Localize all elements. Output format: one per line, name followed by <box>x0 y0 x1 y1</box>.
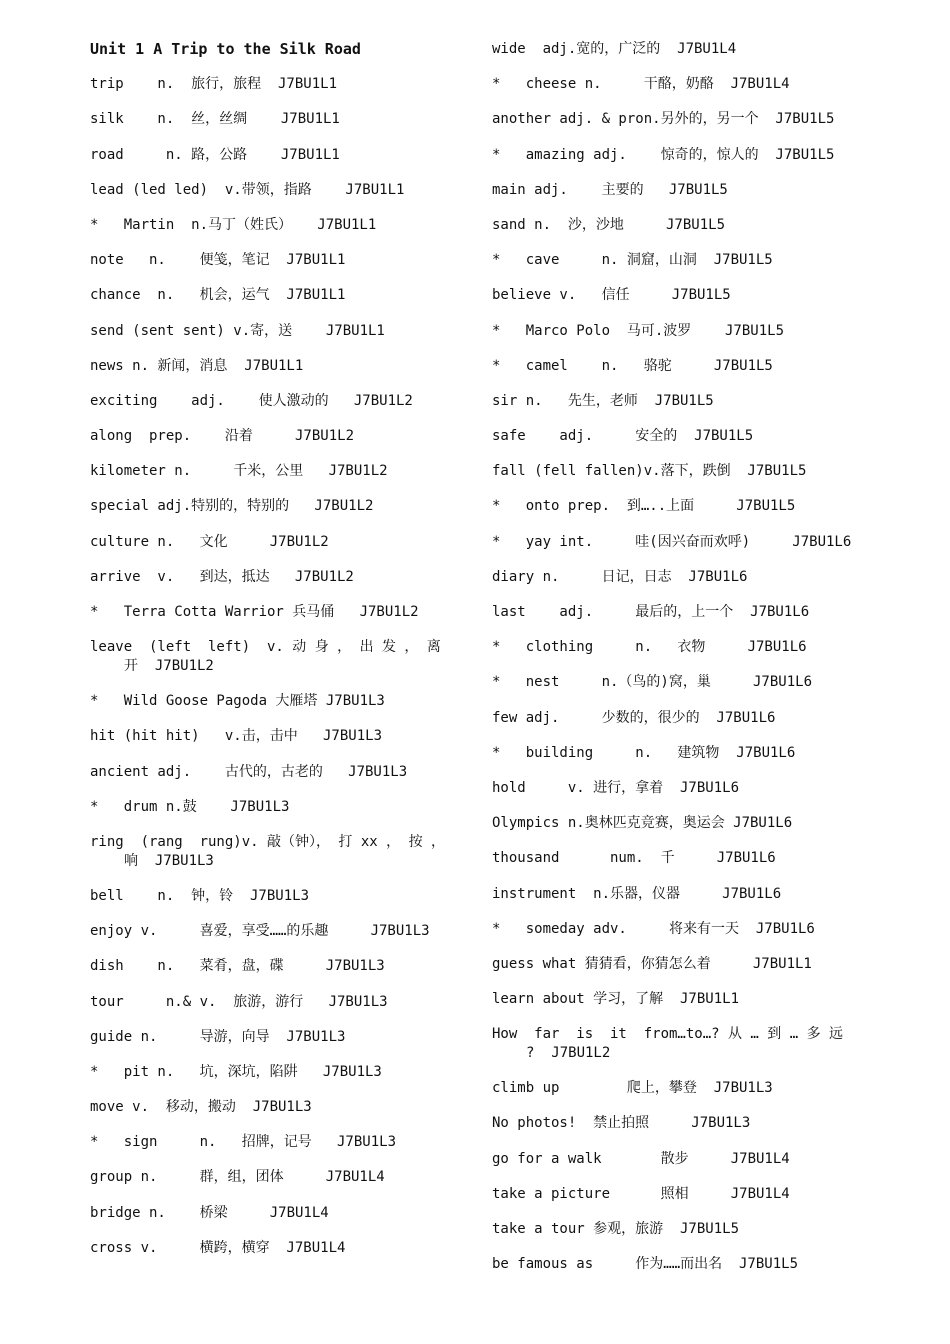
vocab-entry: * pit n. 坑，深坑，陷阱 J7BU1L3 <box>90 1063 382 1080</box>
vocab-entry: main adj. 主要的 J7BU1L5 <box>492 181 728 198</box>
vocab-entry: How far is it from…to…? 从 … 到 … 多 远 ? J7BU1L2 <box>492 1026 852 1062</box>
left-column <box>90 40 460 1274</box>
vocab-entry: exciting adj. 使人激动的 J7BU1L2 <box>90 392 413 409</box>
vocab-entry: move v. 移动，搬动 J7BU1L3 <box>90 1099 312 1116</box>
vocab-entry: * onto prep. 到…..上面 J7BU1L5 <box>492 498 796 515</box>
vocab-entry: No photos! 禁止拍照 J7BU1L3 <box>492 1115 751 1132</box>
vocab-entry: last adj. 最后的，上一个 J7BU1L6 <box>492 604 810 620</box>
vocab-entry: send (sent sent) v.寄，送 J7BU1L1 <box>90 322 385 339</box>
vocab-entry: few adj. 少数的，很少的 J7BU1L6 <box>492 709 776 726</box>
vocab-entry: * cheese n. 干酪，奶酪 J7BU1L4 <box>492 76 790 93</box>
vocab-entry: * clothing n. 衣物 J7BU1L6 <box>492 639 807 656</box>
vocab-entry: tour n.& v. 旅游，游行 J7BU1L3 <box>90 993 388 1010</box>
vocab-entry: * amazing adj. 惊奇的，惊人的 J7BU1L5 <box>492 146 835 163</box>
vocab-entry: * Marco Polo 马可.波罗 J7BU1L5 <box>492 322 785 339</box>
vocab-entry: arrive v. 到达，抵达 J7BU1L2 <box>90 568 354 585</box>
vocab-entry: wide adj.宽的，广泛的 J7BU1L4 <box>492 41 737 57</box>
vocab-entry: take a tour 参观，旅游 J7BU1L5 <box>492 1221 740 1237</box>
vocab-entry: believe v. 信任 J7BU1L5 <box>492 287 731 304</box>
vocab-entry: hold v. 进行，拿着 J7BU1L6 <box>492 779 740 796</box>
vocab-entry: * sign n. 招牌，记号 J7BU1L3 <box>90 1134 397 1151</box>
vocab-entry: * building n. 建筑物 J7BU1L6 <box>492 744 796 761</box>
vocab-entry: * camel n. 骆驼 J7BU1L5 <box>492 357 773 374</box>
vocab-entry: climb up 爬上，攀登 J7BU1L3 <box>492 1080 773 1097</box>
vocab-entry: guess what 猜猜看，你猜怎么着 J7BU1L1 <box>492 955 812 972</box>
vocab-entry: thousand num. 千 J7BU1L6 <box>492 850 776 867</box>
vocab-entry: special adj.特别的，特别的 J7BU1L2 <box>90 498 374 515</box>
vocab-entry: leave (left left) v. 动 身 ， 出 发 ， 离 开 J7BU1L2 <box>90 639 450 675</box>
vocab-entry: take a picture 照相 J7BU1L4 <box>492 1185 790 1202</box>
vocab-entry: culture n. 文化 J7BU1L2 <box>90 533 329 550</box>
vocab-entry: safe adj. 安全的 J7BU1L5 <box>492 428 754 445</box>
right-column <box>492 40 858 1290</box>
vocab-entry: * Wild Goose Pagoda 大雁塔 J7BU1L3 <box>90 693 385 710</box>
vocab-entry: road n. 路，公路 J7BU1L1 <box>90 146 340 163</box>
vocab-entry: news n. 新闻，消息 J7BU1L1 <box>90 357 304 374</box>
vocab-entry: guide n. 导游，向导 J7BU1L3 <box>90 1028 346 1045</box>
vocab-entry: ancient adj. 古代的，古老的 J7BU1L3 <box>90 763 408 780</box>
vocab-entry: * Terra Cotta Warrior 兵马俑 J7BU1L2 <box>90 604 419 620</box>
vocab-entry: sir n. 先生，老师 J7BU1L5 <box>492 392 714 409</box>
vocab-entry: * yay int. 哇(因兴奋而欢呼) J7BU1L6 <box>492 533 852 550</box>
vocab-entry: another adj. & pron.另外的，另一个 J7BU1L5 <box>492 111 835 128</box>
vocab-entry: kilometer n. 千米，公里 J7BU1L2 <box>90 463 388 480</box>
vocab-entry: note n. 便笺，笔记 J7BU1L1 <box>90 252 346 269</box>
vocab-entry: fall (fell fallen)v.落下，跌倒 J7BU1L5 <box>492 463 807 480</box>
vocab-entry: * Martin n.马丁（姓氏） J7BU1L1 <box>90 216 377 233</box>
vocab-entry: * nest n.（鸟的)窝，巢 J7BU1L6 <box>492 674 813 691</box>
vocab-entry: along prep. 沿着 J7BU1L2 <box>90 428 355 445</box>
unit-title: Unit 1 A Trip to the Silk Road <box>90 40 361 58</box>
vocab-entry: silk n. 丝，丝绸 J7BU1L1 <box>90 111 340 128</box>
vocab-entry: diary n. 日记，日志 J7BU1L6 <box>492 568 748 585</box>
vocab-entry: * someday adv. 将来有一天 J7BU1L6 <box>492 920 815 937</box>
vocab-entry: be famous as 作为……而出名 J7BU1L5 <box>492 1256 799 1273</box>
vocab-entry: enjoy v. 喜爱，享受……的乐趣 J7BU1L3 <box>90 923 430 940</box>
vocab-entry: * drum n.鼓 J7BU1L3 <box>90 798 290 815</box>
vocab-entry: * cave n. 洞窟，山洞 J7BU1L5 <box>492 252 773 269</box>
vocab-entry: bell n. 钟，铃 J7BU1L3 <box>90 887 310 904</box>
vocab-entry: trip n. 旅行，旅程 J7BU1L1 <box>90 76 338 93</box>
vocab-entry: group n. 群，组，团体 J7BU1L4 <box>90 1169 385 1186</box>
vocab-entry: hit (hit hit) v.击，击中 J7BU1L3 <box>90 728 383 745</box>
vocab-entry: go for a walk 散步 J7BU1L4 <box>492 1150 790 1167</box>
vocab-entry: learn about 学习，了解 J7BU1L1 <box>492 991 740 1008</box>
vocab-entry: ring (rang rung)v. 敲（钟）， 打 xx ， 按 ， 响 J7BU1L3 <box>90 833 454 869</box>
vocab-entry: bridge n. 桥梁 J7BU1L4 <box>90 1204 329 1221</box>
vocab-entry: cross v. 横跨，横穿 J7BU1L4 <box>90 1239 346 1256</box>
vocab-entry: sand n. 沙，沙地 J7BU1L5 <box>492 216 726 233</box>
vocab-entry: instrument n.乐器，仪器 J7BU1L6 <box>492 885 782 902</box>
vocab-entry: Olympics n.奥林匹克竞赛，奥运会 J7BU1L6 <box>492 815 793 832</box>
vocab-entry: lead (led led) v.带领，指路 J7BU1L1 <box>90 181 405 198</box>
vocab-entry: chance n. 机会，运气 J7BU1L1 <box>90 287 346 304</box>
vocab-entry: dish n. 菜肴，盘，碟 J7BU1L3 <box>90 958 385 975</box>
